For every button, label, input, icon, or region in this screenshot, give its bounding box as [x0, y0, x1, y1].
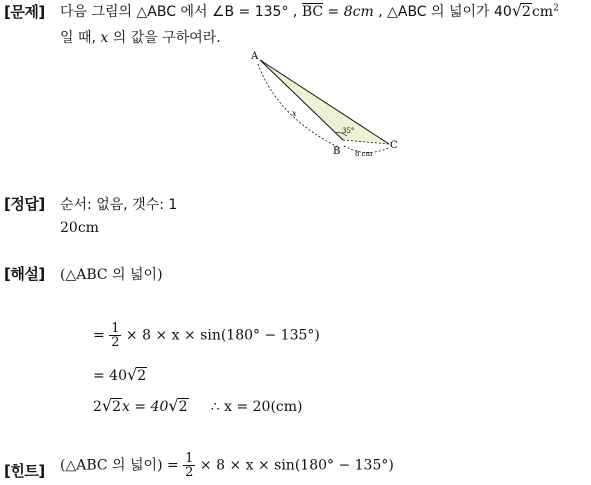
side-ac	[260, 60, 389, 144]
answer-value: 20cm	[60, 220, 99, 236]
radicand: 2	[137, 368, 147, 384]
problem-text-line2-a: 일 때,	[60, 30, 101, 46]
eq3-mid: x = 40	[122, 399, 169, 415]
eq3-coef: 2	[93, 399, 102, 415]
explanation-label: [해설]	[4, 265, 45, 283]
label-a: A	[251, 51, 259, 62]
problem-text-line2-b: 의 값을 구하여라.	[108, 30, 221, 46]
problem-line-1	[60, 1, 559, 21]
explanation-eq-1	[93, 322, 320, 349]
unit-cm: cm	[531, 4, 554, 20]
fraction-denominator: 2	[111, 335, 120, 350]
segment-bc: $\overline{BC}$	[301, 4, 324, 20]
problem-label: [문제]	[4, 3, 45, 21]
sqrt-sign: √	[168, 396, 179, 415]
eq1-suffix: × 8 × x × sin(180° − 135°)	[121, 327, 320, 344]
sqrt-sign: √	[127, 365, 138, 384]
eq1-prefix: =	[93, 327, 110, 344]
explanation-eq-2	[93, 365, 147, 384]
explanation-header: (△ABC 의 넓이)	[60, 267, 163, 283]
hint-label: [힌트]	[4, 462, 45, 480]
label-length: 8 cm	[355, 150, 373, 158]
fraction-half	[183, 452, 195, 479]
sqrt-sign: √	[101, 396, 113, 415]
eq3-conclusion: ∴ x = 20(cm)	[188, 399, 303, 415]
side-ab	[260, 60, 343, 140]
problem-text-c: , △ABC 의 넓이가 40	[373, 4, 512, 20]
eq2-text: = 40	[93, 368, 127, 384]
radicand: 2	[522, 4, 531, 20]
explanation-eq-3	[93, 396, 303, 415]
answer-label: [정답]	[4, 195, 45, 213]
label-angle: 35°	[342, 127, 355, 135]
fraction-half	[109, 322, 121, 349]
length-value: 8cm	[343, 4, 374, 20]
radicand: 2	[112, 399, 122, 415]
label-x: x	[292, 109, 297, 118]
hint-prefix: (△ABC 의 넓이) =	[60, 457, 184, 474]
unit-exponent: 2	[553, 3, 559, 14]
sqrt-sign: √	[511, 1, 523, 20]
fraction-numerator: 1	[111, 321, 120, 336]
variable-x: x	[100, 30, 109, 46]
triangle-figure	[248, 48, 400, 160]
problem-text-a: 다음 그림의 △ABC 에서 ∠B = 135° ,	[60, 4, 302, 20]
fraction-denominator: 2	[185, 465, 194, 480]
equals-sign: =	[323, 4, 344, 20]
radicand: 2	[178, 399, 188, 415]
fraction-numerator: 1	[185, 451, 194, 466]
label-b: B	[333, 146, 341, 157]
hint-suffix: × 8 × x × sin(180° − 135°)	[195, 457, 394, 474]
answer-order: 순서: 없음, 갯수: 1	[60, 197, 178, 213]
problem-line-2	[60, 27, 221, 47]
label-c: C	[390, 140, 398, 151]
hint-equation	[60, 452, 394, 479]
